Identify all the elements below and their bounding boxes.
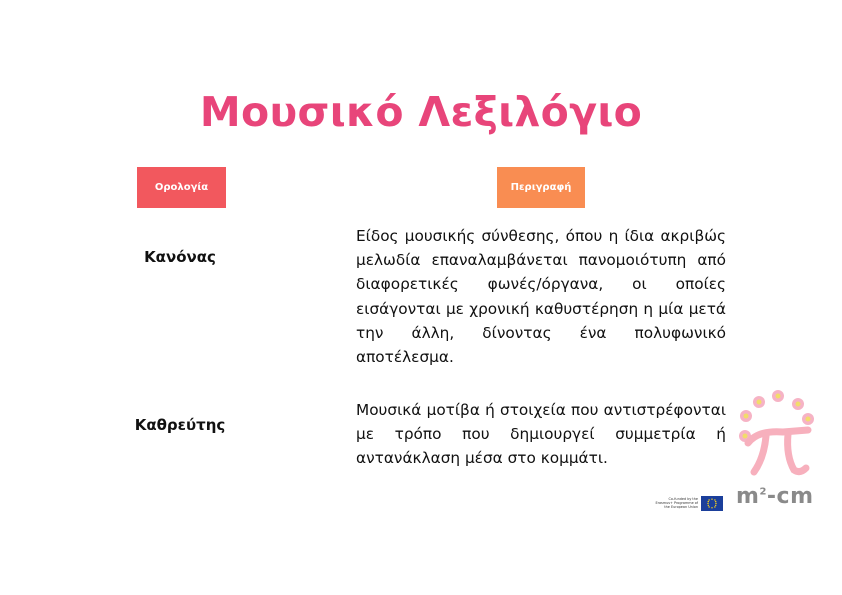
term-column-header: Ορολογία xyxy=(137,167,226,208)
term-canon: Κανόνας xyxy=(144,248,216,266)
eu-badge-text: Co-funded by the Erasmus+ Programme of the European Union xyxy=(655,497,698,509)
logo-suffix: -cm xyxy=(766,484,814,509)
logo-base: m xyxy=(736,484,760,509)
description-canon: Είδος μουσικής σύνθεσης, όπου η ίδια ακριβώς μελωδία επαναλαμβάνεται πανομοιότυπη από διαφορετικές φωνές/όργανα, οι οποίες εισάγονται με χρονική καθυστέρηση η μία μετά την άλλη, δίνοντας ένα πολυφωνικό αποτέλεσμα. xyxy=(356,227,726,367)
page-title: Μουσικό Λεξιλόγιο xyxy=(199,88,643,136)
logo-sup: 2 xyxy=(759,486,767,498)
description-column-header: Περιγραφή xyxy=(497,167,585,208)
eu-flag-icon xyxy=(701,496,723,511)
m2cm-pi-logo-icon xyxy=(728,388,824,480)
term-mirror: Καθρεύτης xyxy=(134,416,226,434)
eu-cofunded-badge xyxy=(652,494,724,512)
description-mirror: Μουσικά μοτίβα ή στοιχεία που αντιστρέφονται με τρόπο που δημιουργεί συμμετρία ή αντανάκλαση μέσα στο κομμάτι. xyxy=(356,401,726,468)
m2cm-logo-text xyxy=(736,484,826,509)
